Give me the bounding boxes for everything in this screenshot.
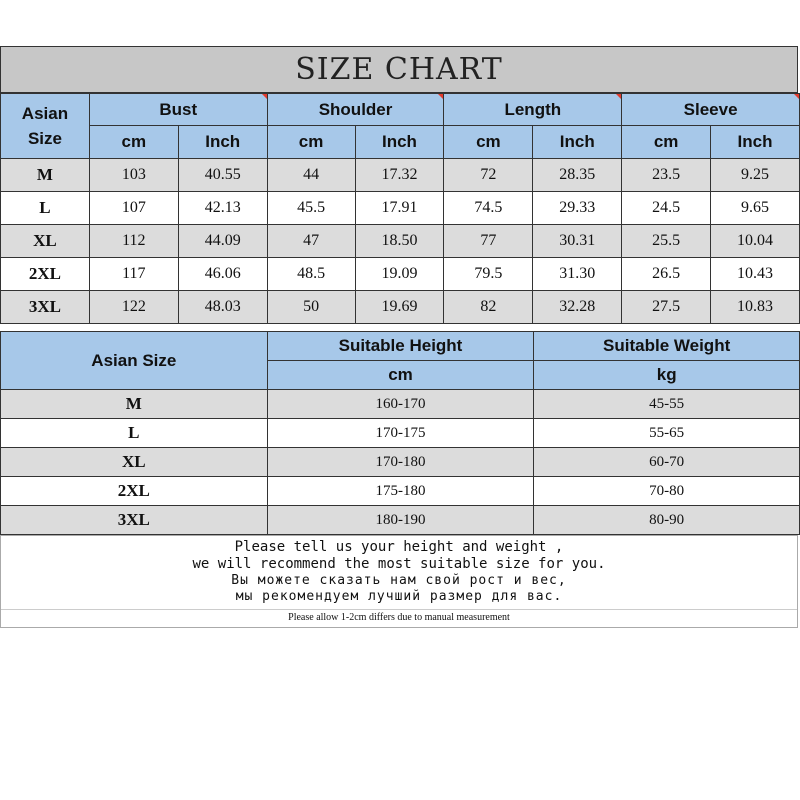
value-cell: 82: [444, 291, 533, 324]
value-cell: 44.09: [178, 225, 267, 258]
size-cell: XL: [1, 225, 90, 258]
height-cell: 170-180: [267, 448, 534, 477]
weight-cell: 60-70: [534, 448, 800, 477]
value-cell: 48.03: [178, 291, 267, 324]
value-cell: 23.5: [622, 159, 711, 192]
table-row: [1, 390, 800, 419]
value-cell: 10.43: [711, 258, 800, 291]
suitable-height-header: Suitable Height: [267, 332, 534, 361]
value-cell: 50: [267, 291, 355, 324]
note-russian-line-2: мы рекомендуем лучший размер для вас.: [235, 589, 563, 604]
unit-header: cm: [267, 126, 355, 159]
value-cell: 47: [267, 225, 355, 258]
value-cell: 10.83: [711, 291, 800, 324]
height-cell: 175-180: [267, 477, 534, 506]
size-cell: 3XL: [1, 291, 90, 324]
value-cell: 26.5: [622, 258, 711, 291]
height-cell: 170-175: [267, 419, 534, 448]
value-cell: 25.5: [622, 225, 711, 258]
value-cell: 40.55: [178, 159, 267, 192]
size-cell: 2XL: [1, 477, 268, 506]
value-cell: 9.65: [711, 192, 800, 225]
suitable-weight-header: Suitable Weight: [534, 332, 800, 361]
table-row: [1, 448, 800, 477]
value-cell: 19.69: [355, 291, 444, 324]
weight-cell: 80-90: [534, 506, 800, 535]
size-cell: L: [1, 419, 268, 448]
size-cell: XL: [1, 448, 268, 477]
value-cell: 74.5: [444, 192, 533, 225]
value-cell: 45.5: [267, 192, 355, 225]
value-cell: 107: [89, 192, 178, 225]
unit-header: cm: [89, 126, 178, 159]
page-title: SIZE CHART: [295, 52, 503, 87]
table-row: [1, 291, 800, 324]
unit-header: cm: [622, 126, 711, 159]
value-cell: 31.30: [533, 258, 622, 291]
value-cell: 122: [89, 291, 178, 324]
table-row: [1, 506, 800, 535]
unit-header: cm: [444, 126, 533, 159]
value-cell: 9.25: [711, 159, 800, 192]
value-cell: 27.5: [622, 291, 711, 324]
value-cell: 46.06: [178, 258, 267, 291]
asian-size-header: Asian Size: [1, 94, 90, 159]
table-row: [1, 159, 800, 192]
value-cell: 103: [89, 159, 178, 192]
recommendation-note: [0, 535, 798, 628]
size-cell: 2XL: [1, 258, 90, 291]
value-cell: 30.31: [533, 225, 622, 258]
height-cell: 160-170: [267, 390, 534, 419]
value-cell: 24.5: [622, 192, 711, 225]
measurement-disclaimer: Please allow 1-2cm differs due to manual measurement: [1, 609, 797, 624]
sleeve-header: Sleeve: [622, 94, 800, 126]
value-cell: 117: [89, 258, 178, 291]
value-cell: 77: [444, 225, 533, 258]
table-row: [1, 419, 800, 448]
note-line-1: Please tell us your height and weight ,: [234, 539, 564, 555]
unit-header: Inch: [711, 126, 800, 159]
length-header: Length: [444, 94, 622, 126]
size-cell: M: [1, 390, 268, 419]
table-row: [1, 477, 800, 506]
suitable-size-table: [0, 331, 800, 535]
value-cell: 28.35: [533, 159, 622, 192]
size-cell: L: [1, 192, 90, 225]
weight-cell: 45-55: [534, 390, 800, 419]
value-cell: 17.91: [355, 192, 444, 225]
value-cell: 17.32: [355, 159, 444, 192]
value-cell: 79.5: [444, 258, 533, 291]
size-measurement-table: [0, 93, 800, 324]
unit-header: Inch: [533, 126, 622, 159]
bust-header: Bust: [89, 94, 267, 126]
unit-header: Inch: [178, 126, 267, 159]
value-cell: 42.13: [178, 192, 267, 225]
asian-size-header: Asian Size: [1, 332, 268, 390]
value-cell: 112: [89, 225, 178, 258]
weight-unit-header: kg: [534, 361, 800, 390]
size-cell: 3XL: [1, 506, 268, 535]
height-unit-header: cm: [267, 361, 534, 390]
value-cell: 29.33: [533, 192, 622, 225]
weight-cell: 70-80: [534, 477, 800, 506]
value-cell: 72: [444, 159, 533, 192]
value-cell: 10.04: [711, 225, 800, 258]
note-russian-line-1: Вы можете сказать нам свой рост и вес,: [231, 573, 567, 588]
value-cell: 18.50: [355, 225, 444, 258]
value-cell: 48.5: [267, 258, 355, 291]
table-row: [1, 192, 800, 225]
value-cell: 44: [267, 159, 355, 192]
weight-cell: 55-65: [534, 419, 800, 448]
table-row: [1, 258, 800, 291]
unit-header: Inch: [355, 126, 444, 159]
value-cell: 32.28: [533, 291, 622, 324]
size-cell: M: [1, 159, 90, 192]
value-cell: 19.09: [355, 258, 444, 291]
shoulder-header: Shoulder: [267, 94, 444, 126]
table-row: [1, 225, 800, 258]
height-cell: 180-190: [267, 506, 534, 535]
size-chart-title-bar: [0, 46, 798, 93]
note-line-2: we will recommend the most suitable size for you.: [192, 556, 606, 572]
